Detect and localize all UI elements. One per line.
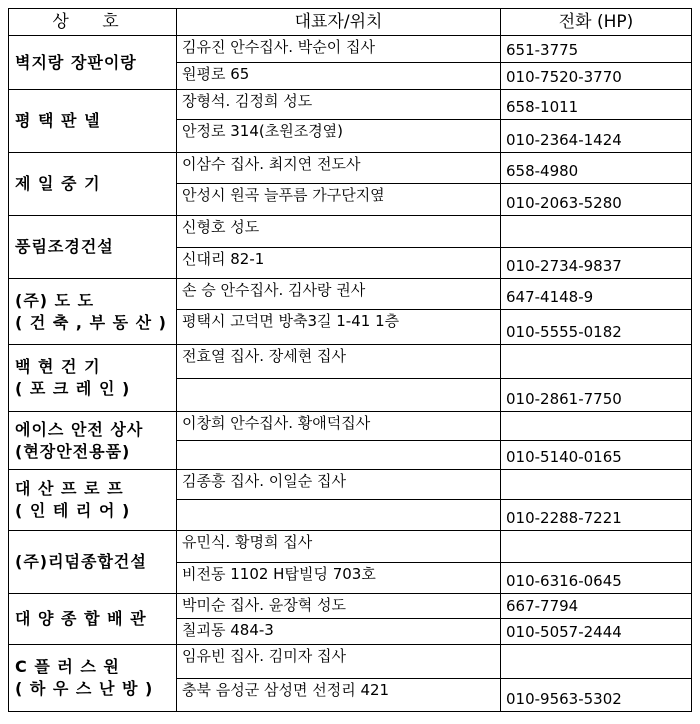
phone-cell	[501, 345, 692, 379]
business-directory-table	[8, 8, 692, 712]
business-name-cell	[9, 90, 177, 153]
table-row	[9, 531, 692, 563]
table-row	[9, 216, 692, 248]
business-name-line: ( 하 우 스 난 방 )	[15, 679, 154, 698]
business-name-cell	[9, 645, 177, 712]
phone-cell: 010-2861-7750	[501, 379, 692, 412]
business-name-line: ( 인 테 리 어 )	[15, 501, 131, 520]
representative-cell: 안정로 314(초원조경옆)	[177, 120, 501, 153]
representative-cell: 전효열 집사. 장세현 집사	[177, 345, 501, 379]
table-row	[9, 645, 692, 679]
representative-cell: 원평로 65	[177, 63, 501, 90]
phone-cell: 010-6316-0645	[501, 563, 692, 594]
business-name-line: 벽지랑 장판이랑	[15, 52, 137, 72]
business-name-line: 대 산 프 로 프	[15, 479, 124, 498]
phone-cell: 010-2063-5280	[501, 184, 692, 216]
business-name-cell	[9, 412, 177, 470]
phone-cell: 658-1011	[501, 90, 692, 120]
representative-cell: 유민식. 황명희 집사	[177, 531, 501, 563]
header-representative: 대표자/위치	[177, 9, 501, 36]
business-name-cell	[9, 470, 177, 531]
business-name-cell	[9, 279, 177, 345]
representative-cell: 신대리 82-1	[177, 248, 501, 279]
business-name-line: 에이스 안전 상사	[15, 419, 144, 439]
representative-cell: 손 승 안수집사. 김사랑 권사	[177, 279, 501, 310]
table-row	[9, 412, 692, 441]
phone-cell: 658-4980	[501, 153, 692, 184]
phone-cell: 010-2734-9837	[501, 248, 692, 279]
phone-cell: 010-9563-5302	[501, 679, 692, 712]
phone-cell	[501, 412, 692, 441]
phone-cell	[501, 470, 692, 500]
phone-cell	[501, 645, 692, 679]
representative-cell: 임유빈 집사. 김미자 집사	[177, 645, 501, 679]
business-name-cell	[9, 345, 177, 412]
phone-cell: 010-5555-0182	[501, 310, 692, 345]
table-row	[9, 345, 692, 379]
phone-cell	[501, 531, 692, 563]
representative-cell: 장형석. 김정희 성도	[177, 90, 501, 120]
phone-cell: 010-5057-2444	[501, 619, 692, 645]
business-name-cell	[9, 36, 177, 90]
representative-cell: 칠괴동 484-3	[177, 619, 501, 645]
header-row	[9, 9, 692, 36]
table-row	[9, 594, 692, 619]
business-name-cell	[9, 153, 177, 216]
representative-cell	[177, 379, 501, 412]
phone-cell: 647-4148-9	[501, 279, 692, 310]
business-name-line: 대 양 종 합 배 관	[15, 609, 147, 628]
header-phone: 전화 (HP)	[501, 9, 692, 36]
business-name-line: C 플 러 스 원	[15, 657, 120, 676]
header-business-name: 상 호	[9, 9, 177, 36]
representative-cell: 안성시 원곡 늘푸름 가구단지옆	[177, 184, 501, 216]
phone-cell: 010-2288-7221	[501, 500, 692, 531]
business-name-line: (현장안전용품)	[15, 441, 131, 461]
representative-cell: 김유진 안수집사. 박순이 집사	[177, 36, 501, 63]
phone-cell: 010-2364-1424	[501, 120, 692, 153]
business-name-line: (주) 도 도	[15, 290, 95, 310]
business-name-line: ( 건 축 , 부 동 산 )	[15, 312, 167, 332]
representative-cell: 이삼수 집사. 최지연 전도사	[177, 153, 501, 184]
business-name-cell	[9, 216, 177, 279]
phone-cell: 667-7794	[501, 594, 692, 619]
phone-cell: 010-5140-0165	[501, 441, 692, 470]
representative-cell: 이창희 안수집사. 황애덕집사	[177, 412, 501, 441]
business-name-cell	[9, 531, 177, 594]
representative-cell: 신형호 성도	[177, 216, 501, 248]
representative-cell: 비전동 1102 H탑빌딩 703호	[177, 563, 501, 594]
business-name-line: 백 현 건 기	[15, 357, 101, 376]
phone-cell: 651-3775	[501, 36, 692, 63]
table-row	[9, 279, 692, 310]
representative-cell: 박미순 집사. 윤장혁 성도	[177, 594, 501, 619]
table-row	[9, 153, 692, 184]
business-name-line: (주)리덤종합건설	[15, 552, 147, 571]
business-name-line: 풍림조경건설	[15, 237, 114, 256]
representative-cell: 김종흥 집사. 이일순 집사	[177, 470, 501, 500]
representative-cell	[177, 500, 501, 531]
phone-cell	[501, 216, 692, 248]
table-row	[9, 470, 692, 500]
representative-cell	[177, 441, 501, 470]
business-name-cell	[9, 594, 177, 645]
table-row	[9, 36, 692, 63]
phone-cell: 010-7520-3770	[501, 63, 692, 90]
business-name-line: 평 택 판 넬	[15, 111, 101, 130]
representative-cell: 평택시 고덕면 방축3길 1-41 1층	[177, 310, 501, 345]
business-name-line: 제 일 중 기	[15, 174, 101, 193]
table-row	[9, 90, 692, 120]
business-name-line: ( 포 크 레 인 )	[15, 379, 131, 398]
representative-cell: 충북 음성군 삼성면 선정리 421	[177, 679, 501, 712]
